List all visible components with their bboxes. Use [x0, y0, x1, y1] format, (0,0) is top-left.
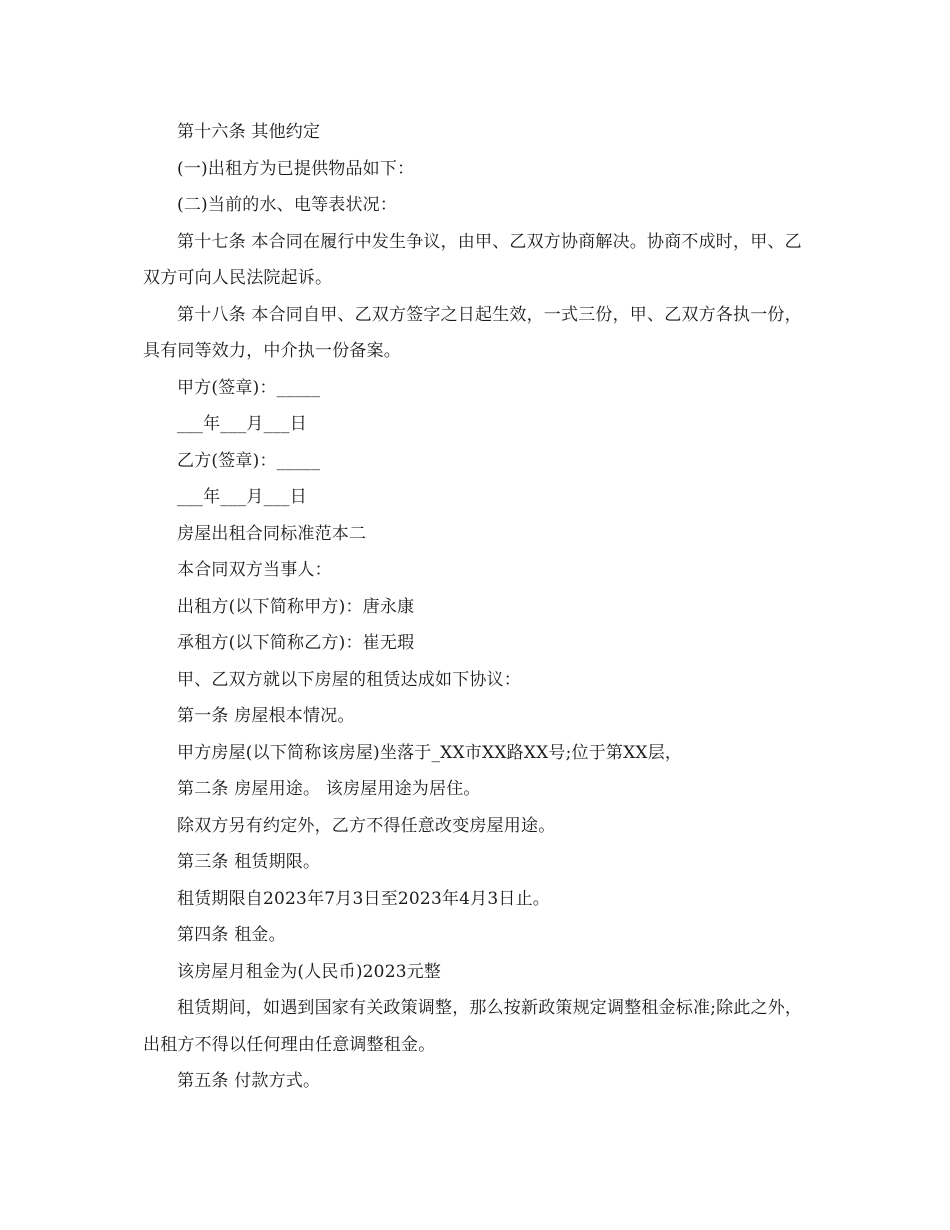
paragraph-article-17: 第十七条 本合同在履行中发生争议，由甲、乙双方协商解决。协商不成时，甲、乙双方可向人民法院起诉。	[143, 231, 802, 288]
property-location: 甲方房屋(以下简称该房屋)坐落于_XX市XX路XX号;位于第XX层，	[177, 742, 683, 763]
usage-restriction: 除双方另有约定外，乙方不得任意改变房屋用途。	[177, 815, 556, 836]
lease-term: 租赁期限自2023年7月3日至2023年4月3日止。	[177, 888, 550, 909]
article-2-heading: 第二条 房屋用途。 该房屋用途为居住。	[177, 779, 481, 799]
agreement-intro: 甲、乙双方就以下房屋的租赁达成如下协议：	[177, 669, 521, 690]
monthly-rent: 该房屋月租金为(人民币)2023元整	[177, 961, 442, 982]
article-4-heading: 第四条 租金。	[177, 925, 286, 945]
party-a-date: ___年___月___日	[177, 414, 307, 434]
article-3-heading: 第三条 租赁期限。	[177, 852, 321, 872]
lessee-line: 承租方(以下简称乙方)：崔无瑕	[177, 633, 415, 653]
paragraph-article-18: 第十八条 本合同自甲、乙双方签字之日起生效，一式三份，甲、乙双方各执一份，具有同等效力，中介执一份备案。	[143, 304, 802, 361]
party-b-date: ___年___月___日	[177, 487, 307, 507]
paragraph-article-16: 第十六条 其他约定	[177, 122, 321, 142]
rent-adjustment: 租赁期间，如遇到国家有关政策调整，那么按新政策规定调整租金标准;除此之外，出租方不得以任何理由任意调整租金。	[143, 998, 803, 1055]
party-a-signature: 甲方(签章)：_____	[177, 377, 321, 398]
lessor-line: 出租方(以下简称甲方)：唐永康	[177, 596, 415, 617]
parties-heading: 本合同双方当事人：	[177, 560, 332, 580]
paragraph-item-2: (二)当前的水、电等表状况：	[177, 195, 398, 215]
article-5-heading: 第五条 付款方式。	[177, 1071, 321, 1091]
document-body	[143, 114, 808, 1100]
contract-template-title: 房屋出租合同标准范本二	[177, 523, 367, 544]
paragraph-item-1: (一)出租方为已提供物品如下：	[177, 158, 415, 179]
party-b-signature: 乙方(签章)：_____	[177, 450, 321, 471]
article-1-heading: 第一条 房屋根本情况。	[177, 706, 355, 726]
